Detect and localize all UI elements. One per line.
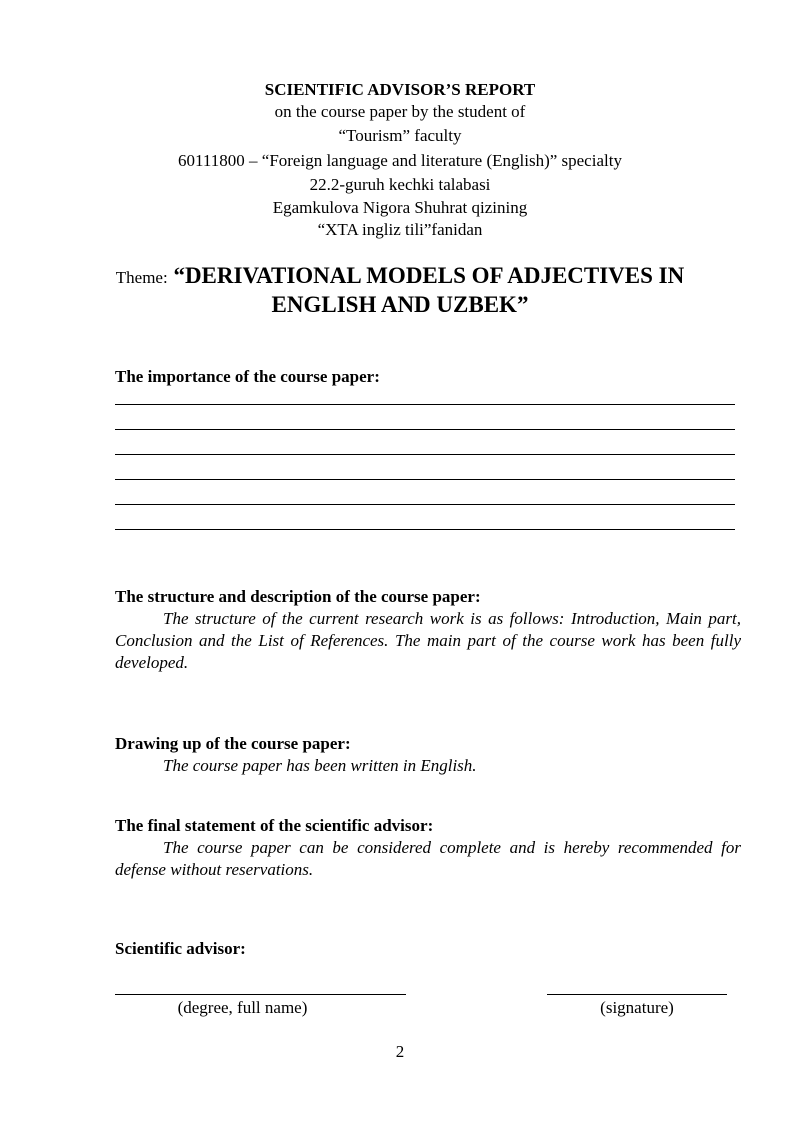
drawing-text bbox=[115, 755, 741, 777]
header-line-1: on the course paper by the student of bbox=[274, 102, 526, 121]
theme-label: Theme: bbox=[115, 268, 168, 287]
blank-line bbox=[115, 479, 735, 480]
theme-line-2: ENGLISH AND UZBEK” bbox=[271, 292, 529, 317]
signature-caption: (signature) bbox=[600, 998, 674, 1017]
final-heading: The final statement of the scientific advisor: bbox=[115, 816, 434, 835]
advisor-heading: Scientific advisor: bbox=[115, 939, 246, 958]
name-caption: (degree, full name) bbox=[177, 998, 308, 1017]
drawing-text-content: The course paper has been written in English. bbox=[163, 756, 477, 775]
final-text-content: The course paper can be considered complete and is hereby recommended for defense without reservations. bbox=[115, 838, 741, 879]
signature-line bbox=[547, 994, 727, 995]
blank-line bbox=[115, 429, 735, 430]
blank-line bbox=[115, 404, 735, 405]
importance-heading: The importance of the course paper: bbox=[115, 367, 380, 386]
page-number: 2 bbox=[395, 1042, 405, 1061]
blank-line bbox=[115, 454, 735, 455]
name-signature-line bbox=[115, 994, 406, 995]
structure-text-content: The structure of the current research work is as follows: Introduction, Main part, Conclusion and the List of References. The main part of the course work has been fully developed. bbox=[115, 609, 741, 672]
blank-line bbox=[115, 504, 735, 505]
header-line-3: 60111800 – “Foreign language and literature (English)” specialty bbox=[178, 151, 622, 170]
report-title: SCIENTIFIC ADVISOR’S REPORT bbox=[264, 80, 536, 99]
header-line-6: “XTA ingliz tili”fanidan bbox=[317, 220, 483, 239]
structure-text bbox=[115, 608, 741, 674]
final-text bbox=[115, 837, 741, 881]
theme-title-1: “DERIVATIONAL MODELS OF ADJECTIVES IN bbox=[173, 263, 685, 288]
header-line-2: “Tourism” faculty bbox=[338, 126, 462, 145]
blank-line bbox=[115, 529, 735, 530]
theme-line-1 bbox=[0, 263, 800, 289]
header-line-5: Egamkulova Nigora Shuhrat qizining bbox=[272, 198, 528, 217]
structure-heading: The structure and description of the course paper: bbox=[115, 587, 481, 606]
drawing-heading: Drawing up of the course paper: bbox=[115, 734, 351, 753]
header-line-4: 22.2-guruh kechki talabasi bbox=[309, 175, 491, 194]
